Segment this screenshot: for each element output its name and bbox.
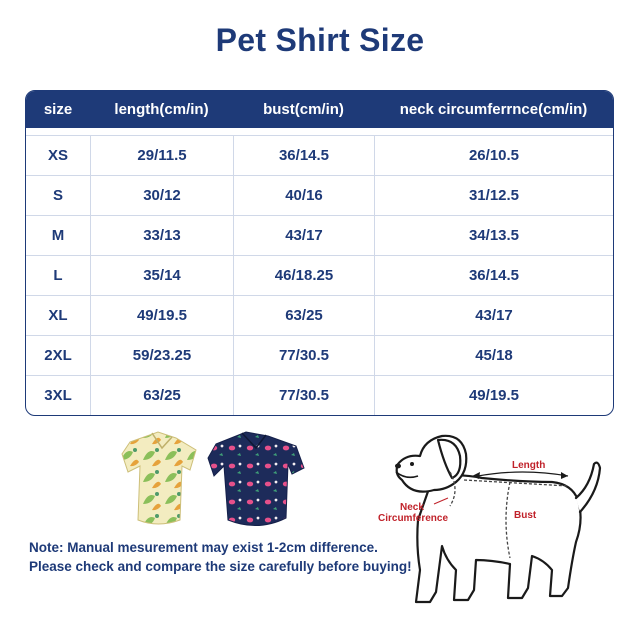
table-cell-neck: 36/14.5 — [374, 256, 613, 295]
table-row-3xl — [26, 375, 613, 415]
table-cell-length: 33/13 — [90, 216, 233, 255]
note-line-2: Please check and compare the size carefully before buying! — [29, 559, 412, 574]
header-size: size — [43, 101, 73, 118]
bust-label: Bust — [514, 510, 537, 521]
table-cell-size: 2XL — [44, 347, 72, 364]
dog-measurement-diagram — [372, 420, 612, 630]
table-cell-size: 3XL — [44, 387, 72, 404]
table-cell-bust: 40/16 — [233, 176, 374, 215]
table-cell-bust: 43/17 — [233, 216, 374, 255]
table-header-row — [26, 91, 613, 128]
header-bust: bust(cm/in) — [263, 101, 344, 118]
table-cell-length: 63/25 — [90, 376, 233, 415]
table-cell-neck: 34/13.5 — [374, 216, 613, 255]
table-row-l — [26, 255, 613, 295]
table-cell-size: XS — [47, 147, 68, 164]
page-title: Pet Shirt Size — [215, 22, 425, 58]
dog-tail — [576, 463, 600, 512]
table-cell-bust: 77/30.5 — [233, 336, 374, 375]
table-row-s — [26, 175, 613, 215]
header-neck: neck circumferrnce(cm/in) — [399, 101, 588, 118]
table-cell-size: XL — [48, 307, 68, 324]
product-shirts-image — [118, 424, 318, 534]
neck-label-line2: Circumference — [378, 513, 449, 524]
table-cell-length: 59/23.25 — [90, 336, 233, 375]
table-cell-size: S — [52, 187, 63, 204]
note-line-1: Note: Manual mesurement may exist 1-2cm difference. — [29, 540, 378, 555]
table-cell-length: 29/11.5 — [90, 136, 233, 175]
table-cell-neck: 45/18 — [374, 336, 613, 375]
header-length: length(cm/in) — [114, 101, 209, 118]
table-cell-neck: 43/17 — [374, 296, 613, 335]
yellow-leaf-shirt — [122, 432, 196, 524]
table-cell-bust: 77/30.5 — [233, 376, 374, 415]
table-row-xs — [26, 135, 613, 175]
table-cell-bust: 46/18.25 — [233, 256, 374, 295]
measurement-note — [29, 538, 412, 576]
table-cell-neck: 26/10.5 — [374, 136, 613, 175]
table-cell-neck: 49/19.5 — [374, 376, 613, 415]
table-row-m — [26, 215, 613, 255]
table-cell-length: 30/12 — [90, 176, 233, 215]
table-row-xl — [26, 295, 613, 335]
table-cell-length: 49/19.5 — [90, 296, 233, 335]
table-cell-size: M — [51, 227, 65, 244]
table-cell-neck: 31/12.5 — [374, 176, 613, 215]
table-row-2xl — [26, 335, 613, 375]
neck-label-line1: Neck — [400, 502, 424, 513]
table-cell-length: 35/14 — [90, 256, 233, 295]
table-cell-bust: 36/14.5 — [233, 136, 374, 175]
dog-outline — [416, 475, 581, 602]
length-label: Length — [512, 460, 546, 471]
table-cell-bust: 63/25 — [233, 296, 374, 335]
navy-flamingo-shirt — [208, 432, 304, 526]
size-chart-table — [25, 90, 614, 416]
table-cell-size: L — [53, 267, 63, 284]
